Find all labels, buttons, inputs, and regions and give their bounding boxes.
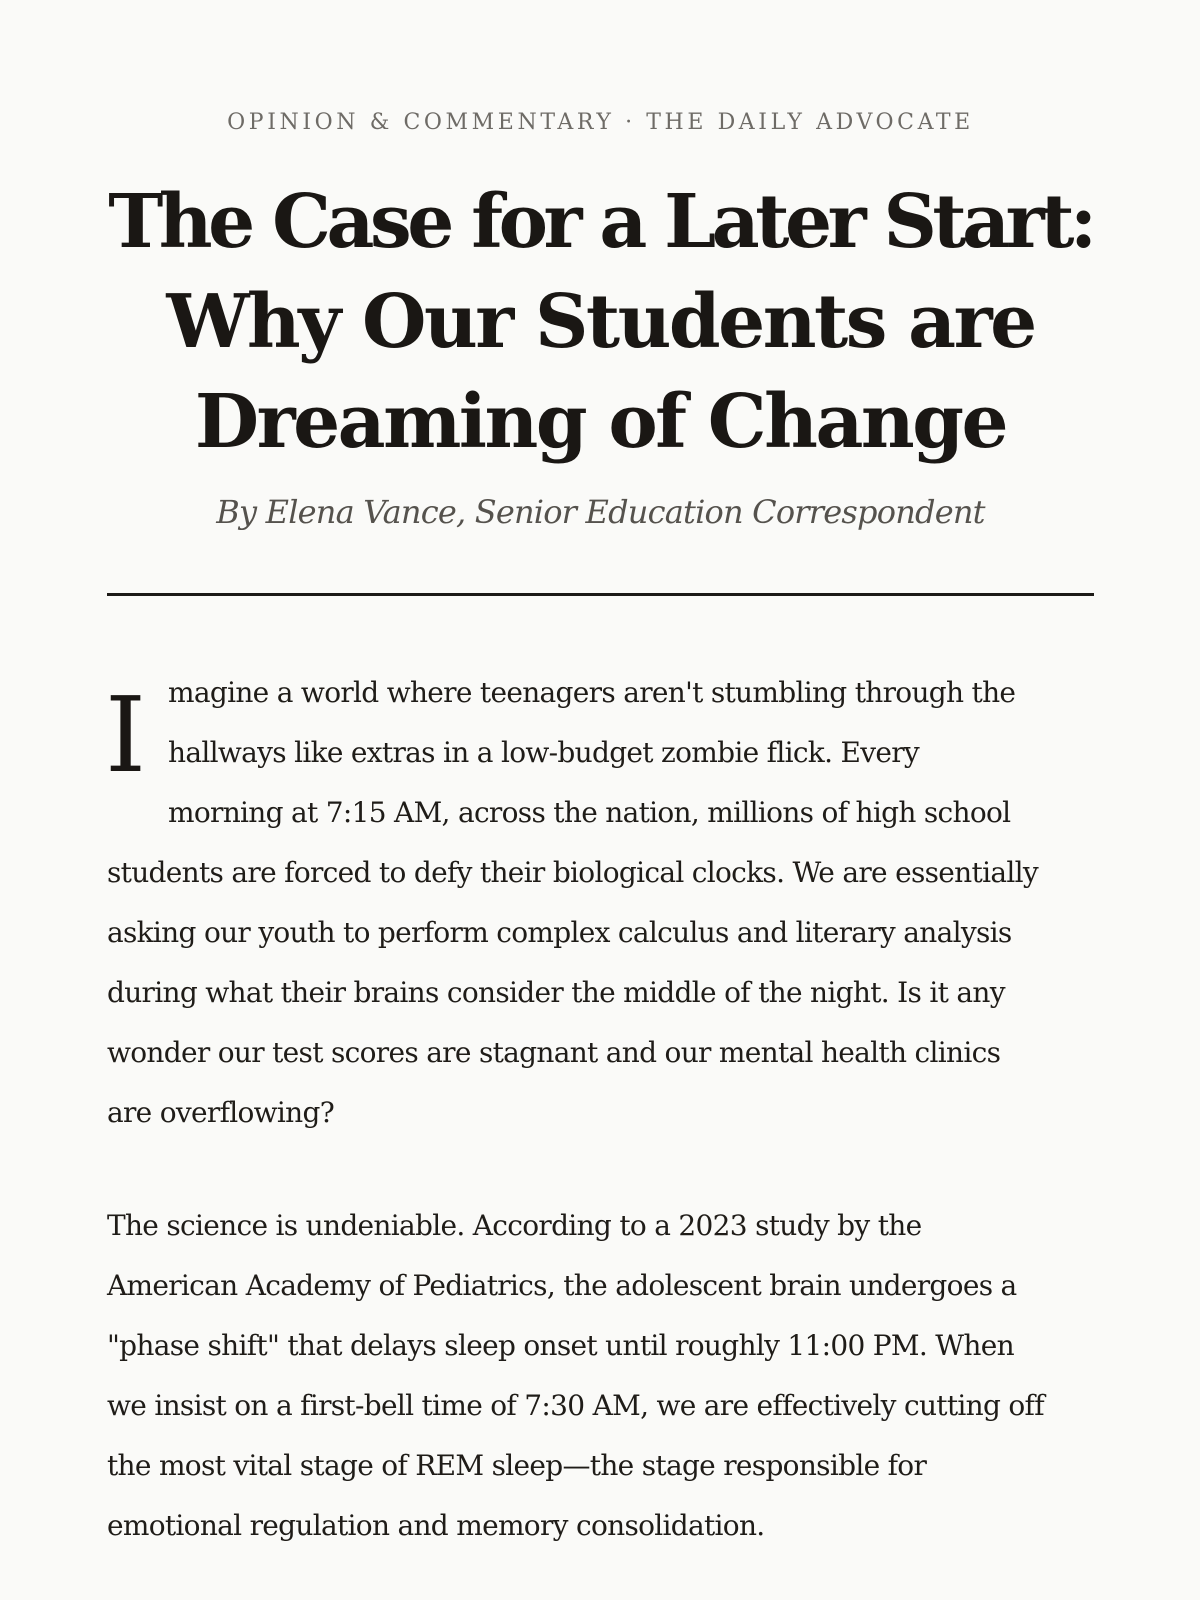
paragraph-line: we insist on a first-bell time of 7:30 AM, we are effectively cutting off [107, 1389, 1044, 1422]
paragraph-line: wonder our test scores are stagnant and our mental health clinics [107, 1036, 1001, 1069]
paragraph-line: emotional regulation and memory consolidation. [107, 1509, 765, 1542]
section-kicker: OPINION & COMMENTARY · THE DAILY ADVOCATE [227, 110, 974, 135]
paragraph-1 [107, 663, 1094, 1143]
paragraph-line: during what their brains consider the middle of the night. Is it any [107, 976, 1005, 1009]
paragraph-2 [107, 1196, 1094, 1556]
paragraph-line: the most vital stage of REM sleep—the stage responsible for [107, 1449, 927, 1482]
paragraph-line: The science is undeniable. According to a 2023 study by the [107, 1209, 922, 1242]
article-headline [107, 172, 1094, 472]
paragraph-line: hallways like extras in a low-budget zombie flick. Every [168, 736, 920, 769]
paragraph-line: are overflowing? [107, 1096, 335, 1129]
headline-line: The Case for a Later Start: [108, 179, 1093, 265]
paragraph-line: morning at 7:15 AM, across the nation, millions of high school [168, 796, 1011, 829]
paragraph-line: American Academy of Pediatrics, the adolescent brain undergoes a [107, 1269, 1017, 1302]
paragraph-line: students are forced to defy their biological clocks. We are essentially [107, 856, 1038, 889]
headline-line: Dreaming of Change [194, 379, 1007, 465]
paragraph-line: asking our youth to perform complex calculus and literary analysis [107, 916, 1012, 949]
drop-cap: I [105, 674, 147, 796]
paragraph-line: "phase shift" that delays sleep onset until roughly 11:00 PM. When [107, 1329, 1014, 1362]
paragraph-line: magine a world where teenagers aren't stumbling through the [168, 676, 1016, 709]
byline: By Elena Vance, Senior Education Correspondent [216, 493, 985, 531]
divider [107, 593, 1094, 596]
headline-line: Why Our Students are [166, 279, 1035, 365]
